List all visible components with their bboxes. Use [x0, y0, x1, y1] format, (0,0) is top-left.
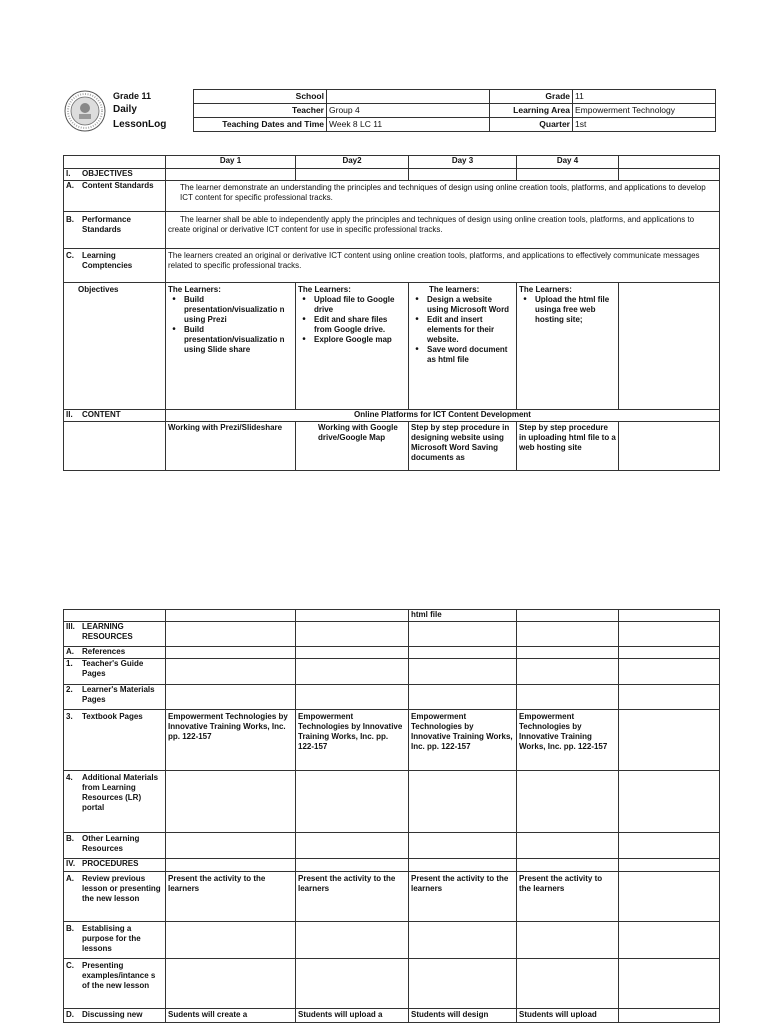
objective-text: Explore Google map [314, 335, 392, 344]
content-standards-text-cell [166, 181, 720, 212]
content-topic: Working with Google drive/Google Map [318, 423, 398, 442]
content-topics-row [64, 422, 720, 471]
section-number: III. [66, 622, 75, 631]
empty-cell [619, 659, 720, 685]
list-item [298, 335, 406, 345]
content-day-2-cell [296, 422, 409, 471]
textbook-text: Empowerment Technologies by Innovative Training Works, Inc. pp. 122-157 [168, 712, 288, 741]
references-row [64, 647, 720, 659]
purpose-label-cell [64, 922, 166, 959]
list-item [411, 345, 514, 365]
empty-cell [166, 771, 296, 833]
teacher-label: Teacher [194, 104, 327, 118]
empty-cell [619, 283, 720, 410]
teachers-guide-label: Teacher's Guide Pages [82, 659, 144, 678]
empty-cell [619, 685, 720, 710]
objective-text: Design a website using Microsoft Word [427, 295, 510, 314]
performance-standards-label-cell [64, 212, 166, 249]
procedures-label-cell [64, 859, 166, 872]
procedures-row [64, 859, 720, 872]
learning-resources-label-cell [64, 622, 166, 647]
header-row [194, 90, 716, 104]
learners-materials-label: Learner's Materials Pages [82, 685, 155, 704]
empty-cell [64, 610, 166, 622]
objectives-intro: The learners: [429, 285, 480, 294]
competencies-text: The learners created an original or derivative ICT content using online creation tools, platforms, and applications to effectively communicate messages related to specific professional tracks. [168, 251, 700, 270]
continued-text: html file [409, 610, 517, 622]
review-day-1-cell [166, 872, 296, 922]
review-row [64, 872, 720, 922]
learners-materials-row [64, 685, 720, 710]
examples-label: Presenting examples/intance s of the new lesson [82, 961, 156, 990]
empty-cell [409, 647, 517, 659]
learning-resources-row [64, 622, 720, 647]
additional-materials-label: Additional Materials from Learning Resources (LR) portal [82, 773, 159, 812]
dates-value: Week 8 LC 11 [327, 118, 490, 132]
empty-cell [166, 659, 296, 685]
additional-materials-row [64, 771, 720, 833]
bullet-icon: • [415, 314, 419, 325]
objectives-heading: OBJECTIVES [82, 169, 133, 178]
textbook-label: Textbook Pages [82, 712, 143, 721]
quarter-value: 1st [573, 118, 716, 132]
discussing-row [64, 1009, 720, 1023]
bullet-icon: • [302, 294, 306, 305]
textbook-label-cell [64, 710, 166, 771]
empty-cell [619, 610, 720, 622]
references-label: References [82, 647, 126, 656]
textbook-day-1-cell [166, 710, 296, 771]
review-day-4-cell [517, 872, 619, 922]
objectives-label: Objectives [78, 285, 119, 294]
teachers-guide-row [64, 659, 720, 685]
empty-cell [166, 922, 296, 959]
empty-cell [619, 771, 720, 833]
grade-value: 11 [573, 90, 716, 104]
content-standards-row [64, 181, 720, 212]
empty-cell [619, 1009, 720, 1023]
empty-cell [517, 771, 619, 833]
objectives-day-1-cell [166, 283, 296, 410]
item-number: 3. [66, 712, 73, 721]
procedures-label: PROCEDURES [82, 859, 139, 868]
review-day-2-cell [296, 872, 409, 922]
objectives-intro: The Learners: [298, 285, 351, 294]
empty-cell [619, 422, 720, 471]
objectives-day-3-cell [409, 283, 517, 410]
content-title: Online Platforms for ICT Content Development [166, 410, 720, 422]
performance-standards-text-cell [166, 212, 720, 249]
list-item [298, 295, 406, 315]
learning-competencies-row [64, 249, 720, 283]
days-header-row [64, 156, 720, 169]
list-item [519, 295, 616, 325]
doc-title-line2: LessonLog [113, 119, 167, 130]
empty-cell [166, 959, 296, 1009]
textbook-day-4-cell [517, 710, 619, 771]
bullet-icon: • [302, 314, 306, 325]
content-standards-label: Content Standards [82, 181, 154, 190]
grade-title: Grade 11 [113, 91, 152, 101]
examples-row [64, 959, 720, 1009]
objective-text: Upload file to Google drive [314, 295, 395, 314]
day-2-header: Day2 [296, 156, 409, 169]
other-resources-row [64, 833, 720, 859]
objectives-heading-cell [64, 169, 166, 181]
textbook-pages-row [64, 710, 720, 771]
bullet-icon: • [415, 294, 419, 305]
learning-resources-label: LEARNING RESOURCES [82, 622, 133, 641]
empty-cell [296, 647, 409, 659]
competencies-label: Learning Comptencies [82, 251, 133, 270]
empty-cell [619, 859, 720, 872]
empty-cell [296, 922, 409, 959]
teacher-value: Group 4 [327, 104, 490, 118]
objective-text: Edit and share files from Google drive. [314, 315, 388, 334]
empty-cell [166, 169, 296, 181]
discussing-day-2-cell [296, 1009, 409, 1023]
content-day-1-cell [166, 422, 296, 471]
item-letter: B. [66, 924, 74, 933]
item-letter: B. [66, 834, 74, 843]
bullet-icon: • [415, 344, 419, 355]
teachers-guide-label-cell [64, 659, 166, 685]
discussing-label: Discussing new [82, 1010, 143, 1019]
empty-cell [619, 872, 720, 922]
objective-text: Save word document as html file [427, 345, 508, 364]
section-number: II. [66, 410, 73, 419]
empty-cell [517, 659, 619, 685]
content-day-3-cell [409, 422, 517, 471]
textbook-text: Empowerment Technologies by Innovative Training Works, Inc. pp. 122-157 [519, 712, 608, 751]
empty-cell [409, 833, 517, 859]
discussing-text: Students will upload [519, 1010, 597, 1019]
performance-standards-row [64, 212, 720, 249]
review-text: Present the activity to the learners [519, 874, 603, 893]
empty-cell [296, 685, 409, 710]
empty-cell [517, 833, 619, 859]
school-label: School [194, 90, 327, 104]
item-letter: D. [66, 1010, 74, 1019]
list-item [168, 325, 293, 355]
empty-cell [64, 422, 166, 471]
additional-materials-label-cell [64, 771, 166, 833]
bullet-icon: • [302, 334, 306, 345]
objectives-heading-row [64, 169, 720, 181]
deped-seal-logo [64, 90, 106, 132]
empty-cell [409, 659, 517, 685]
empty-cell [409, 169, 517, 181]
examples-label-cell [64, 959, 166, 1009]
objective-text: Upload the html file usinga free web hosting site; [535, 295, 610, 324]
objective-text: Build presentation/visualizatio n using Slide share [184, 325, 285, 354]
content-topic: Step by step procedure in uploading html file to a web hosting site [519, 423, 616, 452]
discussing-text: Students will upload a [298, 1010, 383, 1019]
content-label: CONTENT [82, 410, 121, 419]
performance-standards-text: The learner shall be able to independently apply the principles and techniques of design using online creation tools, platforms, and applications to create original or derivative ICT content for use in specific professional tracks. [168, 215, 695, 234]
empty-cell [517, 622, 619, 647]
empty-cell [517, 169, 619, 181]
dates-label: Teaching Dates and Time [194, 118, 327, 132]
lesson-log-table-page1 [63, 155, 720, 471]
grade-label: Grade [490, 90, 573, 104]
empty-cell [517, 685, 619, 710]
performance-standards-label: Performance Standards [82, 215, 131, 234]
header-row [194, 118, 716, 132]
objectives-list [298, 295, 406, 345]
empty-cell [166, 833, 296, 859]
empty-cell [64, 156, 166, 169]
day-1-header: Day 1 [166, 156, 296, 169]
school-value [327, 90, 490, 104]
empty-cell [517, 959, 619, 1009]
review-day-3-cell [409, 872, 517, 922]
competencies-text-cell [166, 249, 720, 283]
empty-cell [517, 922, 619, 959]
header-info-table [193, 89, 716, 132]
empty-cell [409, 685, 517, 710]
doc-title-line1: Daily [113, 104, 137, 115]
empty-cell [619, 169, 720, 181]
objectives-intro: The Learners: [519, 285, 572, 294]
purpose-row [64, 922, 720, 959]
empty-cell [296, 771, 409, 833]
empty-cell [166, 622, 296, 647]
content-day-4-cell [517, 422, 619, 471]
bullet-icon: • [172, 324, 176, 335]
item-letter: C. [66, 251, 74, 260]
empty-cell [296, 833, 409, 859]
bullet-icon: • [172, 294, 176, 305]
other-resources-label: Other Learning Resources [82, 834, 140, 853]
discussing-day-3-cell [409, 1009, 517, 1023]
section-number: IV. [66, 859, 76, 868]
content-standards-label-cell [64, 181, 166, 212]
textbook-day-3-cell [409, 710, 517, 771]
objectives-label-cell [64, 283, 166, 410]
empty-cell [619, 156, 720, 169]
empty-cell [619, 647, 720, 659]
empty-cell [619, 833, 720, 859]
objective-text: Build presentation/visualizatio n using Prezi [184, 295, 285, 324]
objectives-intro: The Learners: [168, 285, 221, 294]
objectives-list [411, 295, 514, 365]
header-title-block [113, 90, 193, 132]
discussing-label-cell [64, 1009, 166, 1023]
list-item [411, 315, 514, 345]
discussing-day-1-cell [166, 1009, 296, 1023]
item-letter: B. [66, 215, 74, 224]
empty-cell [409, 922, 517, 959]
item-letter: A. [66, 181, 74, 190]
textbook-text: Empowerment Technologies by Innovative Training Works, Inc. pp. 122-157 [411, 712, 513, 751]
empty-cell [296, 859, 409, 872]
item-letter: A. [66, 874, 74, 883]
content-standards-text: The learner demonstrate an understanding the principles and techniques of design using online creation tools, platforms, and applications to develop ICT content for specific professional tracks. [180, 183, 706, 202]
item-letter: A. [66, 647, 74, 656]
empty-cell [296, 959, 409, 1009]
list-item [168, 295, 293, 325]
references-label-cell [64, 647, 166, 659]
empty-cell [409, 622, 517, 647]
empty-cell [619, 922, 720, 959]
content-label-cell [64, 410, 166, 422]
empty-cell [296, 622, 409, 647]
content-topic: Step by step procedure in designing website using Microsoft Word Saving documents as [411, 423, 510, 462]
header-row [194, 104, 716, 118]
discussing-day-4-cell [517, 1009, 619, 1023]
textbook-text: Empowerment Technologies by Innovative Training Works, Inc. pp. 122-157 [298, 712, 403, 751]
quarter-label: Quarter [490, 118, 573, 132]
item-number: 2. [66, 685, 73, 694]
lesson-log-table-page2 [63, 609, 720, 1023]
objectives-day-4-cell [517, 283, 619, 410]
objectives-row [64, 283, 720, 410]
empty-cell [296, 610, 409, 622]
review-text: Present the activity to the learners [411, 874, 509, 893]
learners-materials-label-cell [64, 685, 166, 710]
empty-cell [619, 622, 720, 647]
empty-cell [166, 610, 296, 622]
review-text: Present the activity to the learners [298, 874, 396, 893]
objectives-list [519, 295, 616, 325]
objectives-list [168, 295, 293, 355]
empty-cell [517, 610, 619, 622]
discussing-text: Sudents will create a [168, 1010, 248, 1019]
bullet-icon: • [523, 294, 527, 305]
item-number: 4. [66, 773, 73, 782]
learning-area-label: Learning Area [490, 104, 573, 118]
day-3-header: Day 3 [409, 156, 517, 169]
item-letter: C. [66, 961, 74, 970]
empty-cell [517, 647, 619, 659]
empty-cell [296, 169, 409, 181]
empty-cell [409, 771, 517, 833]
textbook-day-2-cell [296, 710, 409, 771]
content-topic: Working with Prezi/Slideshare [168, 423, 283, 432]
empty-cell [409, 959, 517, 1009]
review-label: Review previous lesson or presenting the new lesson [82, 874, 161, 903]
continued-row [64, 610, 720, 622]
objective-text: Edit and insert elements for their website. [427, 315, 495, 344]
other-resources-label-cell [64, 833, 166, 859]
empty-cell [166, 647, 296, 659]
content-heading-row [64, 410, 720, 422]
discussing-text: Students will design [411, 1010, 489, 1019]
learning-area-value: Empowerment Technology [573, 104, 716, 118]
list-item [411, 295, 514, 315]
section-number: I. [66, 169, 71, 178]
empty-cell [619, 959, 720, 1009]
list-item [298, 315, 406, 335]
review-text: Present the activity to the learners [168, 874, 266, 893]
competencies-label-cell [64, 249, 166, 283]
empty-cell [619, 710, 720, 771]
empty-cell [517, 859, 619, 872]
empty-cell [166, 859, 296, 872]
day-4-header: Day 4 [517, 156, 619, 169]
item-number: 1. [66, 659, 73, 668]
review-label-cell [64, 872, 166, 922]
objectives-day-2-cell [296, 283, 409, 410]
empty-cell [409, 859, 517, 872]
empty-cell [296, 659, 409, 685]
empty-cell [166, 685, 296, 710]
purpose-label: Establising a purpose for the lessons [82, 924, 141, 953]
